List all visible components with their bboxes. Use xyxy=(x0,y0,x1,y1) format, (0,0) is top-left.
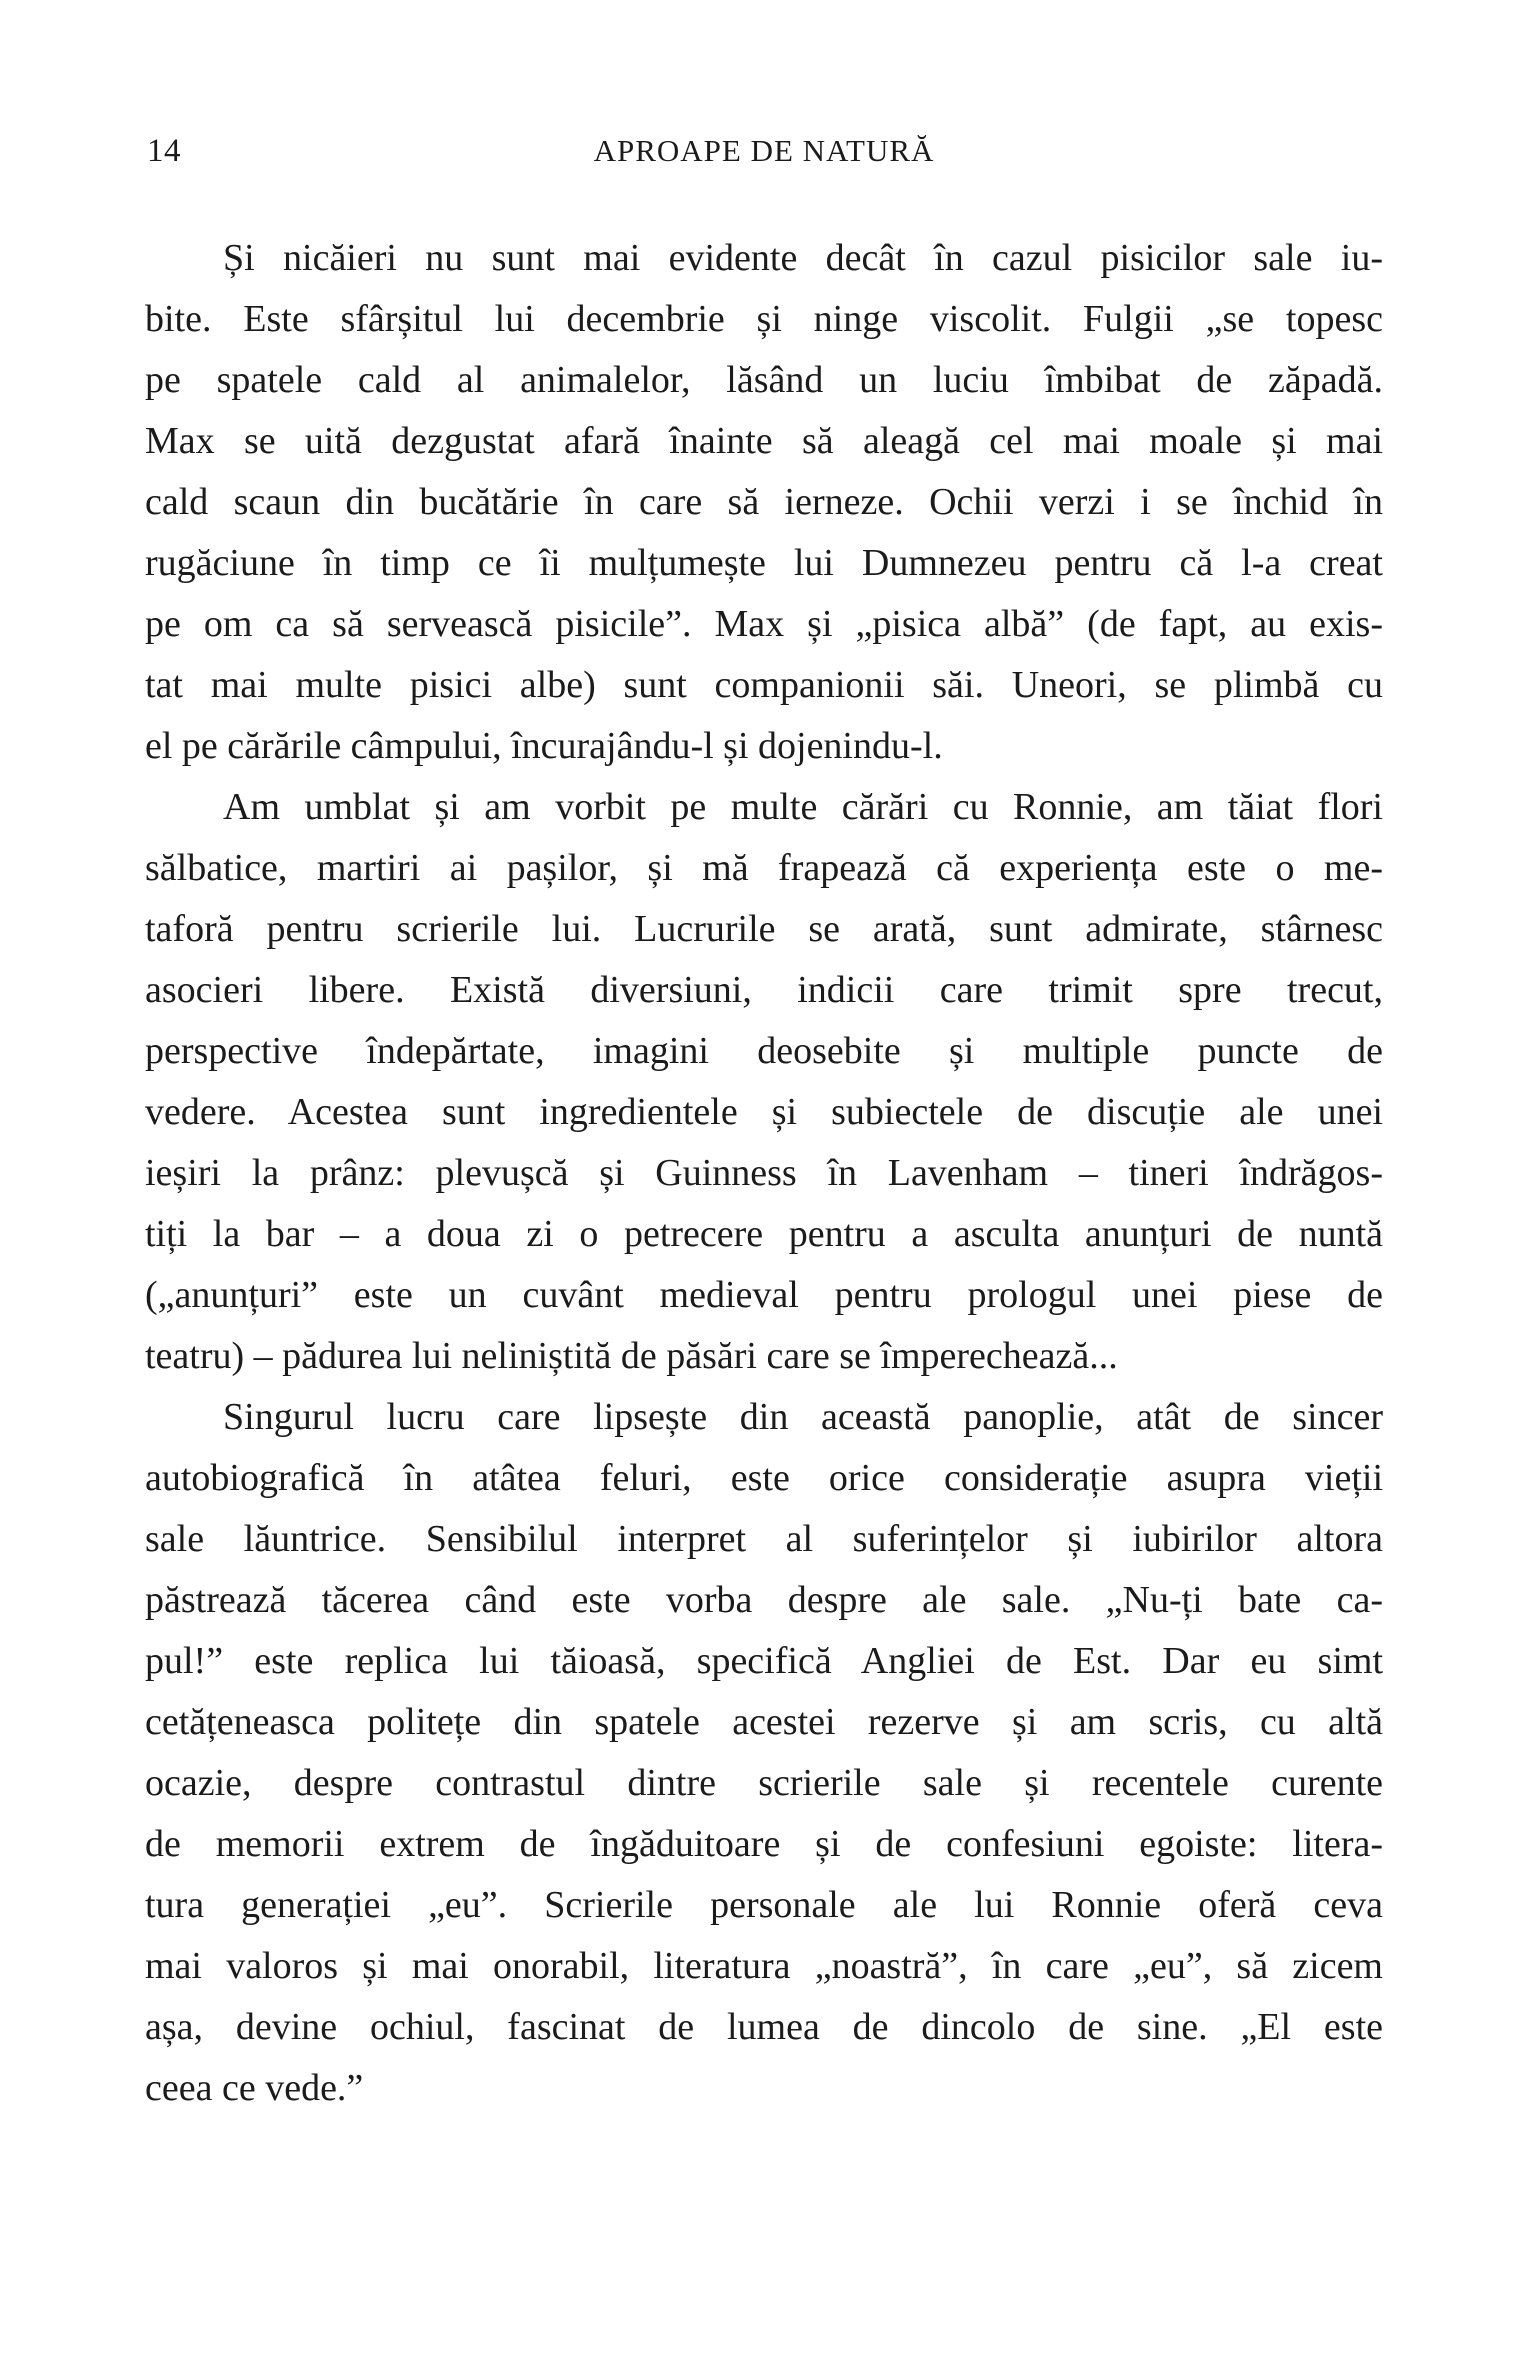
text-line: el pe cărările câmpului, încurajându-l și dojenindu-l. xyxy=(145,725,943,767)
text-line: păstrează tăcerea când este vorba despre ale sale. „Nu-ți bate ca- xyxy=(145,1579,1383,1621)
text-line: pe om ca să servească pisicile”. Max și „pisica albă” (de fapt, au exis- xyxy=(145,603,1383,645)
paragraph xyxy=(145,1387,1383,2119)
text-line: asocieri libere. Există diversiuni, indicii care trimit spre trecut, xyxy=(145,969,1383,1011)
text-line: rugăciune în timp ce îi mulțumește lui Dumnezeu pentru că l-a creat xyxy=(145,542,1383,584)
text-line: pul!” este replica lui tăioasă, specifică Angliei de Est. Dar eu simt xyxy=(145,1640,1383,1682)
running-title: APROAPE DE NATURĂ xyxy=(593,133,935,168)
text-line: așa, devine ochiul, fascinat de lumea de dincolo de sine. „El este xyxy=(145,2006,1383,2048)
text-line: sale lăuntrice. Sensibilul interpret al suferințelor și iubirilor altora xyxy=(145,1518,1383,1560)
text-line: tat mai multe pisici albe) sunt companionii săi. Uneori, se plimbă cu xyxy=(145,664,1383,706)
text-line: de memorii extrem de îngăduitoare și de confesiuni egoiste: litera- xyxy=(145,1823,1383,1865)
paragraph xyxy=(145,777,1383,1387)
text-line: perspective îndepărtate, imagini deosebite și multiple puncte de xyxy=(145,1030,1383,1072)
text-line: vedere. Acestea sunt ingredientele și subiectele de discuție ale unei xyxy=(145,1091,1383,1133)
text-line: autobiografică în atâtea feluri, este orice considerație asupra vieții xyxy=(145,1457,1383,1499)
text-line: mai valoros și mai onorabil, literatura „noastră”, în care „eu”, să zicem xyxy=(145,1945,1383,1987)
text-line: Max se uită dezgustat afară înainte să aleagă cel mai moale și mai xyxy=(145,420,1383,462)
text-line: tiți la bar – a doua zi o petrecere pentru a asculta anunțuri de nuntă xyxy=(145,1213,1383,1255)
text-line: Am umblat și am vorbit pe multe cărări cu Ronnie, am tăiat flori xyxy=(223,786,1383,828)
text-line: ceea ce vede.” xyxy=(145,2067,364,2109)
text-line: ocazie, despre contrastul dintre scrierile sale și recentele curente xyxy=(145,1762,1383,1804)
text-line: bite. Este sfârșitul lui decembrie și ninge viscolit. Fulgii „se topesc xyxy=(145,298,1383,340)
text-line: („anunțuri” este un cuvânt medieval pentru prologul unei piese de xyxy=(145,1274,1383,1316)
text-line: cetățeneasca politețe din spatele acestei rezerve și am scris, cu altă xyxy=(145,1701,1383,1743)
text-line: Și nicăieri nu sunt mai evidente decât în cazul pisicilor sale iu- xyxy=(223,237,1383,279)
text-line: tura generației „eu”. Scrierile personale ale lui Ronnie oferă ceva xyxy=(145,1884,1383,1926)
text-line: cald scaun din bucătărie în care să ierneze. Ochii verzi i se închid în xyxy=(145,481,1383,523)
text-line: teatru) – pădurea lui neliniștită de păsări care se împerechează... xyxy=(145,1335,1118,1377)
paragraph xyxy=(145,228,1383,777)
page-number: 14 xyxy=(147,133,181,169)
text-line: pe spatele cald al animalelor, lăsând un luciu îmbibat de zăpadă. xyxy=(145,359,1383,401)
text-line: Singurul lucru care lipsește din această panoplie, atât de sincer xyxy=(223,1396,1383,1438)
text-block xyxy=(145,228,1383,2119)
text-line: ieșiri la prânz: plevușcă și Guinness în Lavenham – tineri îndrăgos- xyxy=(145,1152,1383,1194)
text-line: taforă pentru scrierile lui. Lucrurile se arată, sunt admirate, stârnesc xyxy=(145,908,1383,950)
page-header xyxy=(145,130,1383,172)
text-line: sălbatice, martiri ai pașilor, și mă frapează că experiența este o me- xyxy=(145,847,1383,889)
